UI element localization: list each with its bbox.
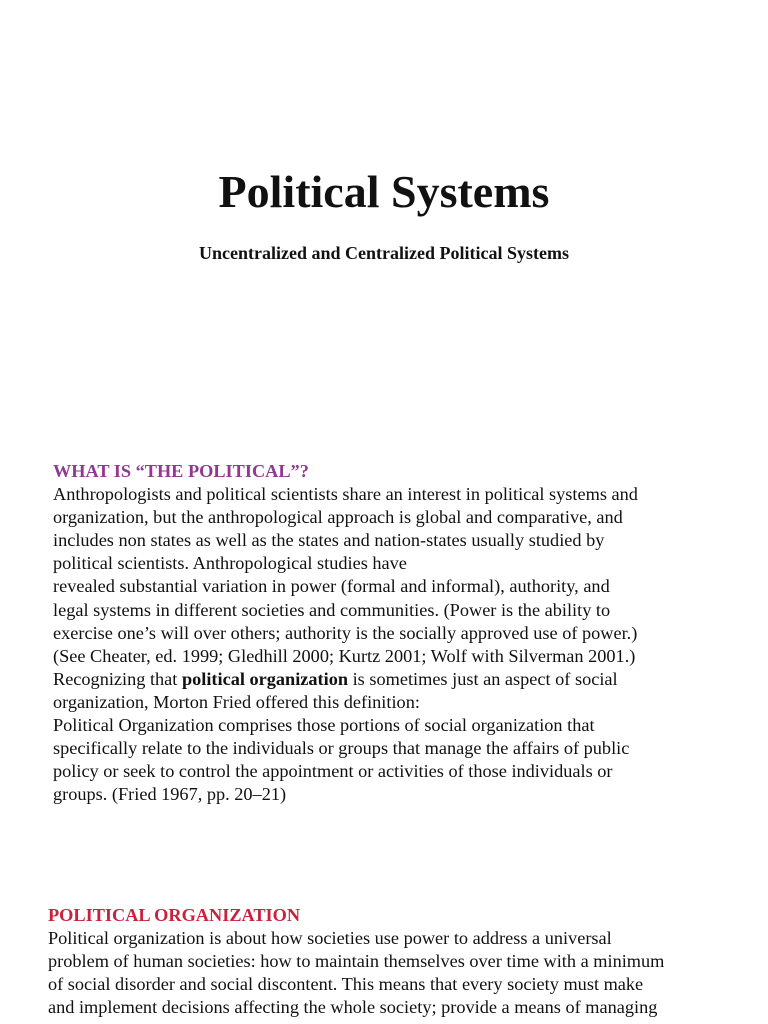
body-line: (See Cheater, ed. 1999; Gledhill 2000; Kurtz 2001; Wolf with Silverman 2001.) <box>53 645 636 666</box>
body-line: specifically relate to the individuals or groups that manage the affairs of public <box>53 738 630 759</box>
recognizing-text-post: is sometimes just an aspect of social <box>348 668 618 689</box>
body-line: Political organization is about how societies use power to address a universal <box>48 928 612 949</box>
section-body <box>53 483 693 806</box>
page-subtitle: Uncentralized and Centralized Political Systems <box>199 243 569 263</box>
body-line: legal systems in different societies and communities. (Power is the ability to <box>53 599 611 620</box>
body-line: exercise one’s will over others; authority is the socially approved use of power.) <box>53 622 638 643</box>
body-line: policy or seek to control the appointment or activities of those individuals or <box>53 761 613 782</box>
body-line: revealed substantial variation in power (formal and informal), authority, and <box>53 576 610 597</box>
body-line: problem of human societies: how to maintain themselves over time with a minimum <box>48 951 665 972</box>
body-line: political scientists. Anthropological studies have <box>53 553 407 574</box>
body-line: and implement decisions affecting the whole society; provide a means of managing <box>48 997 658 1018</box>
section-heading-political-organization: POLITICAL ORGANIZATION <box>48 905 301 925</box>
political-organization-term: political organization <box>181 668 349 689</box>
section-political-organization <box>48 904 708 1019</box>
body-line: organization, Morton Fried offered this definition: <box>53 691 420 712</box>
body-line-recognizing <box>53 668 693 691</box>
body-line: of social disorder and social discontent. This means that every society must make <box>48 974 644 995</box>
recognizing-text-pre: Recognizing that <box>53 668 182 689</box>
body-line: organization, but the anthropological approach is global and comparative, and <box>53 507 623 528</box>
page-title: Political Systems <box>218 166 550 217</box>
section-what-is-political <box>53 460 693 806</box>
body-line: Political Organization comprises those portions of social organization that <box>53 715 595 736</box>
body-line: Anthropologists and political scientists share an interest in political systems and <box>53 484 638 505</box>
body-line: groups. (Fried 1967, pp. 20–21) <box>53 784 287 805</box>
body-line: includes non states as well as the states and nation-states usually studied by <box>53 530 605 551</box>
section-heading-what-is-political: WHAT IS “THE POLITICAL”? <box>53 461 309 481</box>
section-body <box>48 927 708 1019</box>
